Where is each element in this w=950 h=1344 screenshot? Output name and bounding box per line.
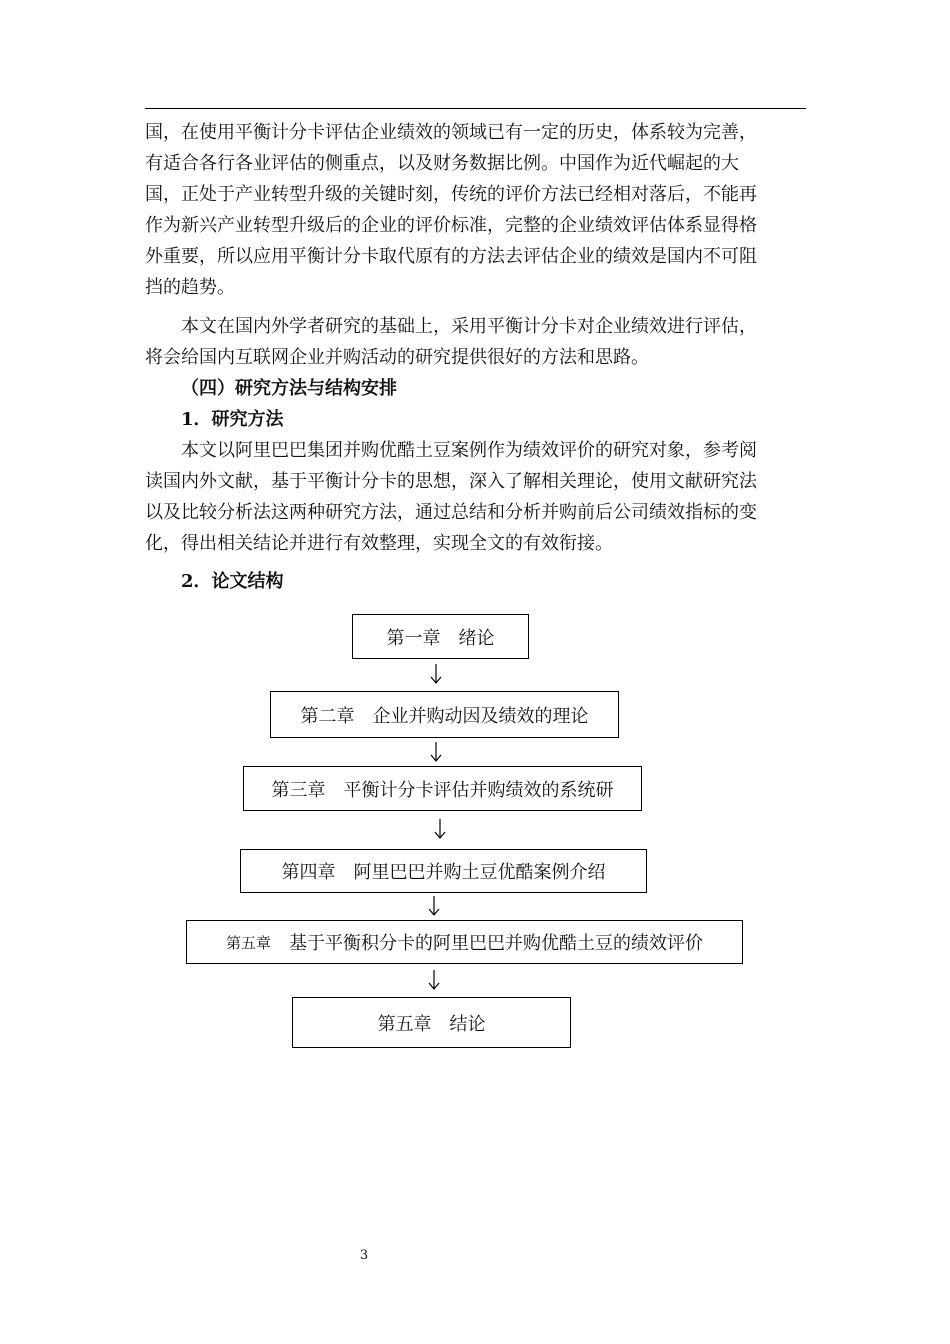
down-arrow-icon (428, 742, 444, 762)
flow-box-ch2: 第二章 企业并购动因及绩效的理论 (270, 691, 619, 738)
text-line: 本文以阿里巴巴集团并购优酷土豆案例作为绩效评价的研究对象，参考阅 (181, 440, 757, 461)
down-arrow-icon (428, 664, 444, 684)
flow-box-ch4: 第四章 阿里巴巴并购土豆优酷案例介绍 (240, 849, 647, 893)
text-line: 将会给国内互联网企业并购活动的研究提供很好的方法和思路。 (145, 347, 649, 368)
paragraph-continuation (145, 117, 806, 303)
subheading-methods: 1．研究方法 (181, 409, 284, 430)
flow-box-ch5-title: 基于平衡积分卡的阿里巴巴并购优酷土豆的绩效评价 (271, 933, 703, 954)
text-line: 挡的趋势。 (145, 277, 235, 298)
flow-box-ch1: 第一章 绪论 (352, 614, 529, 659)
down-arrow-icon (432, 819, 448, 839)
text-line: 作为新兴产业转型升级后的企业的评价标准，完整的企业绩效评估体系显得格 (145, 215, 757, 236)
text-line: 国，在使用平衡计分卡评估企业绩效的领域已有一定的历史，体系较为完善， (145, 122, 757, 143)
text-line: 外重要，所以应用平衡计分卡取代原有的方法去评估企业的绩效是国内不可阻 (145, 246, 757, 267)
text-line: 本文在国内外学者研究的基础上，采用平衡计分卡对企业绩效进行评估， (181, 316, 757, 337)
flow-box-conclusion: 第五章 结论 (292, 997, 571, 1048)
down-arrow-icon (426, 896, 442, 916)
text-line: 国，正处于产业转型升级的关键时刻，传统的评价方法已经相对落后，不能再 (145, 184, 757, 205)
page-number: 3 (359, 1248, 369, 1263)
paragraph-approach (145, 311, 806, 373)
flow-box-ch3: 第三章 平衡计分卡评估并购绩效的系统研 (243, 766, 642, 811)
flow-box-ch5 (186, 920, 743, 964)
down-arrow-icon (426, 970, 442, 990)
text-line: 化，得出相关结论并进行有效整理，实现全文的有效衔接。 (145, 533, 613, 554)
header-rule (145, 108, 806, 109)
text-line: 以及比较分析法这两种研究方法，通过总结和分析并购前后公司绩效指标的变 (145, 502, 757, 523)
subheading-structure: 2．论文结构 (181, 571, 284, 592)
section-heading: （四）研究方法与结构安排 (181, 378, 397, 399)
text-line: 有适合各行各业评估的侧重点，以及财务数据比例。中国作为近代崛起的大 (145, 153, 739, 174)
flow-box-ch5-prefix: 第五章 (225, 933, 271, 952)
paragraph-methods (145, 435, 806, 559)
text-line: 读国内外文献，基于平衡计分卡的思想，深入了解相关理论，使用文献研究法 (145, 471, 757, 492)
